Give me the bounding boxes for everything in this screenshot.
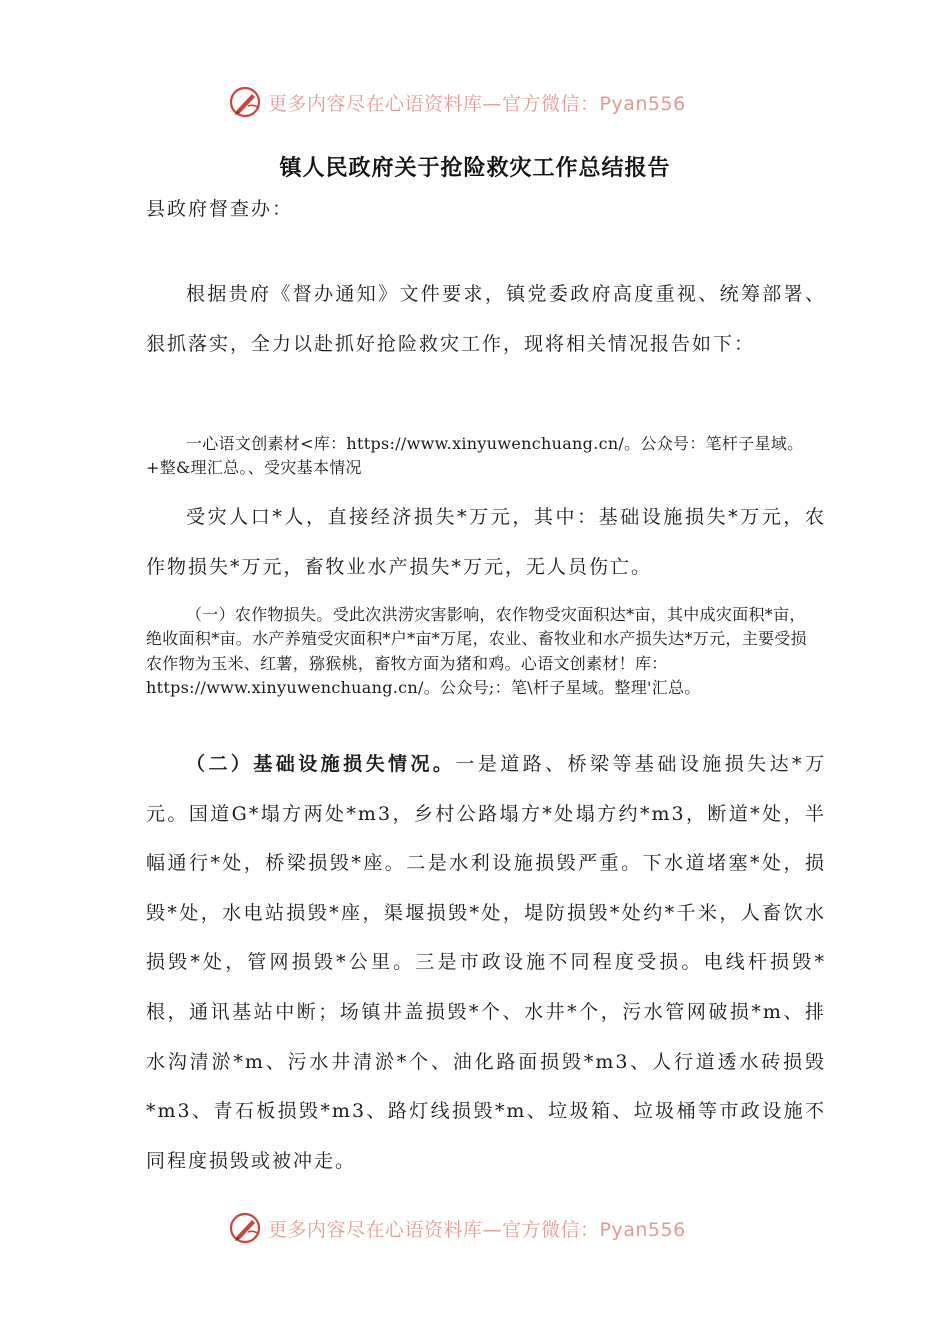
section-heading: （二）基础设施损失情况。 [186, 753, 456, 775]
pen-logo-icon [228, 84, 264, 120]
source-note: 一心语文创素材<库：https://www.xinyuwenchuang.cn/。公众号：笔杆子星域。+整&理汇总。、受灾基本情况 [146, 434, 804, 478]
banner-text: 更多内容尽在心语资料库—官方微信：Pyan556 [268, 92, 686, 115]
infrastructure-loss-paragraph [146, 740, 826, 1186]
document-title: 镇人民政府关于抢险救灾工作总结报告 [279, 156, 671, 181]
loss-summary-paragraph: 受灾人口*人，直接经济损失*万元，其中：基础设施损失*万元，农作物损失*万元，畜牧业水产损失*万元，无人员伤亡。 [146, 506, 826, 578]
section-body: 一是道路、桥梁等基础设施损失达*万元。国道G*塌方两处*m3，乡村公路塌方*处塌方约*m3，断道*处，半幅通行*处，桥梁损毁*座。二是水利设施损毁严重。下水道堵塞*处，损毁*处，水电站损毁*座，渠堰损毁*处，堤防损毁*处约*千米，人畜饮水损毁*处，管网损毁*公里。三是市政设施不同程度受损。电线杆损毁*根，通讯基站中断；场镇井盖损毁*个、水井*个，污水管网破损*m、排水沟清淤*m、污水井清淤*个、油化路面损毁*m3、人行道透水砖损毁*m3、青石板损毁*m3、路灯线损毁*m、垃圾箱、垃圾桶等市政设施不同程度损毁或被冲走。 [146, 753, 826, 1172]
pen-logo-icon [228, 1210, 264, 1246]
watermark-banner-bottom [228, 1208, 748, 1248]
intro-paragraph: 根据贵府《督办通知》文件要求，镇党委政府高度重视、统筹部署、狠抓落实，全力以赴抓好抢险救灾工作，现将相关情况报告如下： [146, 283, 826, 355]
watermark-banner-top [228, 82, 748, 122]
banner-text: 更多内容尽在心语资料库—官方微信：Pyan556 [268, 1218, 686, 1241]
salutation: 县政府督查办： [146, 198, 294, 220]
crop-loss-paragraph: （一）农作物损失。受此次洪涝灾害影响，农作物受灾面积达*亩，其中成灾面积*亩，绝收面积*亩。水产养殖受灾面积*户*亩*万尾，农业、畜牧业和水产损失达*万元，主要受损农作物为玉米、红薯，猕猴桃，畜牧方面为猪和鸡。心语文创素材！库：https://www.xinyuwenchuang.cn/。公众号;：笔\杆子星域。整理'汇总。 [146, 605, 807, 698]
